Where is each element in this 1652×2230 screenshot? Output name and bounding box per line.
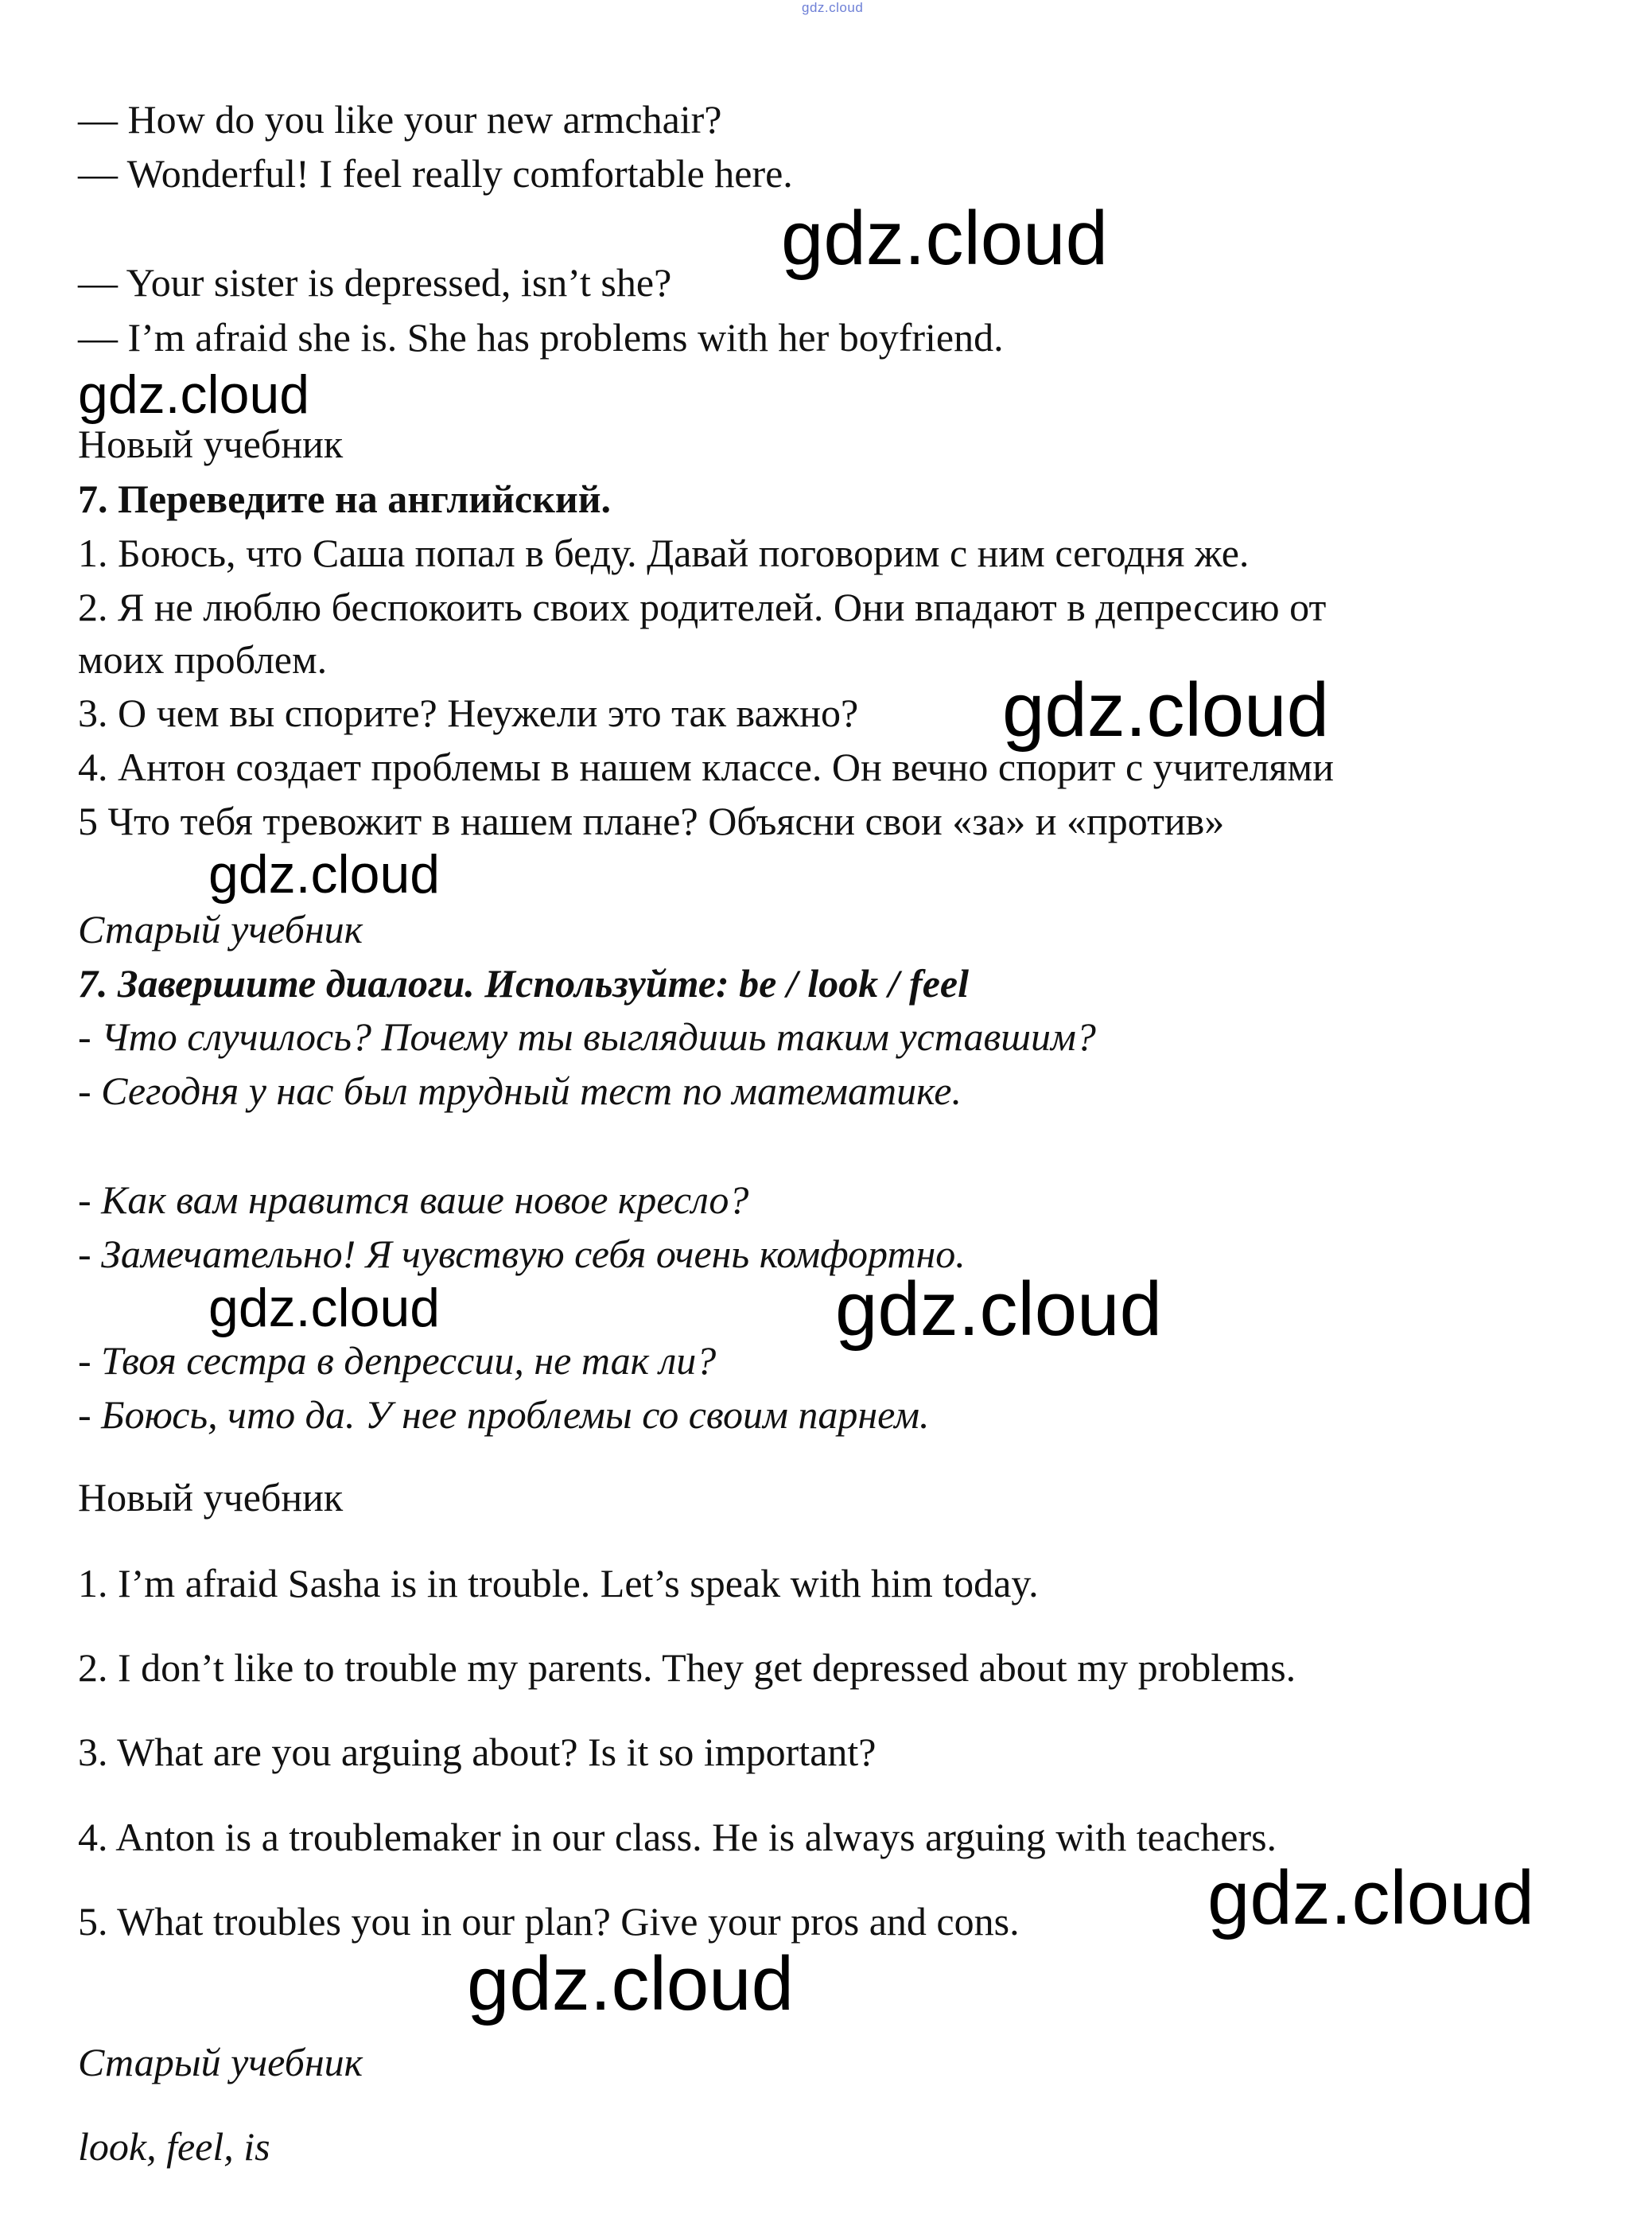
watermark-logo: gdz.cloud (835, 1267, 1162, 1352)
answer-line: 1. I’m afraid Sasha is in trouble. Let’s speak with him today. (78, 1561, 1039, 1605)
section-heading-new-textbook: Новый учебник (78, 1475, 344, 1520)
task-line: 3. О чем вы спорите? Неужели это так важно? (78, 691, 859, 735)
dialogue-line: — Wonderful! I feel really comfortable here. (78, 151, 793, 196)
dialogue-line: — I’m afraid she is. She has problems with her boyfriend. (78, 315, 1004, 360)
task-line: моих проблем. (78, 637, 328, 682)
dialogue-line: - Боюсь, что да. У нее проблемы со своим парнем. (78, 1392, 930, 1437)
watermark-logo: gdz.cloud (208, 844, 441, 905)
watermark-logo: gdz.cloud (1002, 667, 1329, 753)
section-heading-old-textbook: Старый учебник (78, 2040, 363, 2084)
watermark-logo: gdz.cloud (467, 1941, 794, 2026)
watermark-logo: gdz.cloud (1207, 1855, 1534, 1940)
exercise-title: 7. Переведите на английский. (78, 477, 612, 521)
dialogue-line: - Сегодня у нас был трудный тест по математике. (78, 1068, 962, 1113)
task-line: 5 Что тебя тревожит в нашем плане? Объясни свои «за» и «против» (78, 799, 1225, 843)
header-watermark: gdz.cloud (802, 0, 864, 15)
task-line: 1. Боюсь, что Саша попал в беду. Давай поговорим с ним сегодня же. (78, 531, 1250, 575)
answer-line: 3. What are you arguing about? Is it so important? (78, 1730, 877, 1774)
dialogue-line: - Замечательно! Я чувствую себя очень комфортно. (78, 1232, 966, 1276)
task-line: 4. Антон создает проблемы в нашем классе. Он вечно спорит с учителями (78, 745, 1334, 789)
dialogue-line: - Что случилось? Почему ты выглядишь таким уставшим? (78, 1014, 1096, 1059)
dialogue-line: - Твоя сестра в депрессии, не так ли? (78, 1338, 717, 1383)
dialogue-line: - Как вам нравится ваше новое кресло? (78, 1177, 749, 1222)
task-line: 2. Я не люблю беспокоить своих родителей. Они впадают в депрессию от (78, 585, 1327, 629)
answer-line: 4. Anton is a troublemaker in our class. He is always arguing with teachers. (78, 1815, 1277, 1859)
answer-line: look, feel, is (78, 2124, 270, 2169)
exercise-title: 7. Завершите диалоги. Используйте: be / look / feel (78, 961, 969, 1006)
section-heading-old-textbook: Старый учебник (78, 907, 363, 952)
answer-line: 5. What troubles you in our plan? Give your pros and cons. (78, 1899, 1020, 1944)
dialogue-line: — Your sister is depressed, isn’t she? (78, 260, 672, 305)
watermark-logo: gdz.cloud (208, 1278, 441, 1338)
dialogue-line: — How do you like your new armchair? (78, 97, 722, 142)
watermark-logo: gdz.cloud (78, 364, 310, 425)
section-heading-new-textbook: Новый учебник (78, 422, 344, 466)
answer-line: 2. I don’t like to trouble my parents. They get depressed about my problems. (78, 1645, 1296, 1690)
watermark-logo: gdz.cloud (781, 196, 1108, 281)
